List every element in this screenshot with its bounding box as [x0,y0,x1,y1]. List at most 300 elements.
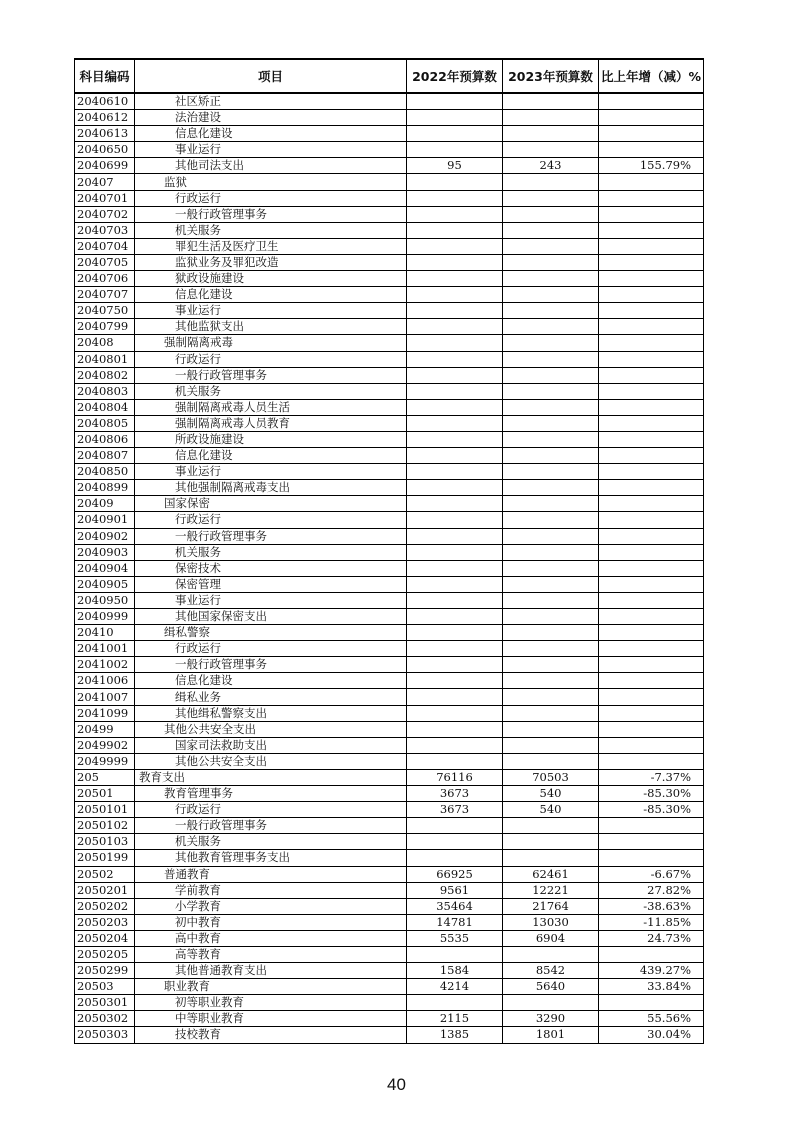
cell-code: 2050102 [75,818,135,834]
cell-2022-budget: 3673 [407,802,503,818]
table-row [75,592,704,608]
table-row [75,834,704,850]
cell-2022-budget [407,609,503,625]
table-row [75,1011,704,1027]
cell-item: 法治建设 [135,110,407,126]
cell-2022-budget: 3673 [407,786,503,802]
table-row [75,206,704,222]
cell-code: 20409 [75,496,135,512]
table-row [75,689,704,705]
cell-2023-budget: 1801 [503,1027,599,1043]
cell-2022-budget [407,254,503,270]
cell-change-percent [599,609,704,625]
table-row [75,963,704,979]
cell-change-percent [599,528,704,544]
cell-change-percent [599,705,704,721]
cell-change-percent [599,560,704,576]
cell-2023-budget [503,850,599,866]
cell-2023-budget [503,254,599,270]
cell-2022-budget: 14781 [407,914,503,930]
cell-change-percent [599,399,704,415]
cell-2023-budget [503,544,599,560]
cell-item: 事业运行 [135,303,407,319]
cell-2022-budget [407,850,503,866]
cell-change-percent: 30.04% [599,1027,704,1043]
cell-change-percent [599,174,704,190]
cell-change-percent [599,641,704,657]
cell-item: 高等教育 [135,946,407,962]
cell-change-percent: 24.73% [599,930,704,946]
cell-2022-budget [407,641,503,657]
cell-change-percent [599,238,704,254]
cell-item: 技校教育 [135,1027,407,1043]
cell-code: 2050205 [75,946,135,962]
cell-code: 2040701 [75,190,135,206]
table-row [75,464,704,480]
cell-item: 信息化建设 [135,126,407,142]
cell-2023-budget [503,657,599,673]
cell-item: 其他强制隔离戒毒支出 [135,480,407,496]
cell-item: 其他国家保密支出 [135,609,407,625]
table-row [75,721,704,737]
cell-code: 2050301 [75,995,135,1011]
table-row [75,448,704,464]
cell-code: 20499 [75,721,135,737]
table-row [75,93,704,110]
cell-2023-budget [503,625,599,641]
cell-item: 行政运行 [135,512,407,528]
cell-2022-budget [407,528,503,544]
cell-change-percent [599,206,704,222]
cell-2023-budget: 6904 [503,930,599,946]
table-row [75,576,704,592]
cell-2022-budget: 35464 [407,898,503,914]
cell-change-percent [599,625,704,641]
cell-change-percent: 439.27% [599,963,704,979]
table-row [75,769,704,785]
cell-2022-budget [407,496,503,512]
cell-2022-budget [407,737,503,753]
cell-2023-budget [503,383,599,399]
table-row [75,254,704,270]
table-row [75,431,704,447]
cell-code: 2040612 [75,110,135,126]
cell-change-percent [599,190,704,206]
cell-2023-budget [503,335,599,351]
cell-code: 2050199 [75,850,135,866]
table-row [75,544,704,560]
table-row [75,303,704,319]
table-row [75,625,704,641]
cell-item: 一般行政管理事务 [135,206,407,222]
cell-2023-budget: 21764 [503,898,599,914]
cell-change-percent [599,544,704,560]
cell-change-percent [599,464,704,480]
cell-code: 2041099 [75,705,135,721]
cell-change-percent [599,254,704,270]
cell-2023-budget [503,673,599,689]
cell-code: 20501 [75,786,135,802]
cell-item: 行政运行 [135,351,407,367]
cell-item: 国家保密 [135,496,407,512]
cell-2023-budget: 540 [503,802,599,818]
cell-code: 2040610 [75,93,135,110]
cell-2022-budget [407,399,503,415]
cell-item: 保密管理 [135,576,407,592]
cell-change-percent [599,673,704,689]
cell-2023-budget [503,946,599,962]
cell-2022-budget [407,319,503,335]
cell-code: 20407 [75,174,135,190]
cell-item: 其他监狱支出 [135,319,407,335]
cell-2022-budget [407,721,503,737]
cell-change-percent: 55.56% [599,1011,704,1027]
cell-code: 2041006 [75,673,135,689]
cell-2022-budget [407,351,503,367]
cell-code: 205 [75,769,135,785]
cell-item: 教育支出 [135,769,407,785]
cell-2022-budget [407,705,503,721]
header-change-percent: 比上年增（减）% [599,59,704,93]
cell-change-percent: -85.30% [599,802,704,818]
cell-2022-budget [407,512,503,528]
cell-code: 2050303 [75,1027,135,1043]
cell-change-percent: 33.84% [599,979,704,995]
table-row [75,158,704,174]
cell-item: 普通教育 [135,866,407,882]
cell-2022-budget: 5535 [407,930,503,946]
cell-2023-budget [503,641,599,657]
cell-code: 2040704 [75,238,135,254]
cell-2023-budget [503,190,599,206]
cell-2023-budget [503,319,599,335]
cell-2022-budget [407,222,503,238]
cell-code: 2040650 [75,142,135,158]
cell-change-percent [599,721,704,737]
table-row [75,737,704,753]
table-row [75,753,704,769]
cell-code: 2040905 [75,576,135,592]
table-row [75,673,704,689]
cell-change-percent [599,303,704,319]
cell-item: 罪犯生活及医疗卫生 [135,238,407,254]
cell-item: 信息化建设 [135,287,407,303]
cell-2023-budget [503,496,599,512]
cell-2022-budget [407,174,503,190]
cell-item: 一般行政管理事务 [135,528,407,544]
cell-2023-budget: 62461 [503,866,599,882]
cell-code: 2040904 [75,560,135,576]
cell-code: 2040803 [75,383,135,399]
table-row [75,351,704,367]
cell-item: 机关服务 [135,544,407,560]
cell-2023-budget [503,818,599,834]
cell-item: 一般行政管理事务 [135,367,407,383]
cell-change-percent [599,335,704,351]
cell-change-percent [599,850,704,866]
cell-2023-budget [503,222,599,238]
cell-2023-budget [503,303,599,319]
table-row [75,271,704,287]
cell-2023-budget [503,142,599,158]
cell-item: 国家司法救助支出 [135,737,407,753]
cell-change-percent [599,222,704,238]
table-row [75,560,704,576]
table-row [75,110,704,126]
cell-2022-budget [407,335,503,351]
cell-change-percent: 155.79% [599,158,704,174]
cell-item: 高中教育 [135,930,407,946]
table-row [75,898,704,914]
cell-code: 2040807 [75,448,135,464]
cell-change-percent [599,512,704,528]
cell-2022-budget: 76116 [407,769,503,785]
cell-item: 其他司法支出 [135,158,407,174]
cell-2022-budget [407,464,503,480]
cell-item: 监狱 [135,174,407,190]
cell-2023-budget [503,705,599,721]
budget-table [74,58,704,1044]
cell-2022-budget [407,238,503,254]
cell-2023-budget [503,351,599,367]
cell-2022-budget [407,287,503,303]
table-row [75,641,704,657]
cell-2022-budget [407,448,503,464]
cell-code: 2049902 [75,737,135,753]
table-row [75,946,704,962]
cell-change-percent [599,126,704,142]
cell-change-percent [599,818,704,834]
cell-item: 信息化建设 [135,673,407,689]
cell-change-percent: -85.30% [599,786,704,802]
cell-2022-budget: 95 [407,158,503,174]
cell-item: 职业教育 [135,979,407,995]
table-row [75,979,704,995]
cell-2023-budget [503,415,599,431]
cell-item: 小学教育 [135,898,407,914]
cell-item: 初中教育 [135,914,407,930]
cell-item: 行政运行 [135,641,407,657]
cell-code: 2040806 [75,431,135,447]
page-number: 40 [387,1075,406,1094]
cell-2022-budget [407,625,503,641]
cell-code: 2050201 [75,882,135,898]
cell-change-percent [599,480,704,496]
cell-item: 机关服务 [135,834,407,850]
cell-code: 2040706 [75,271,135,287]
table-row [75,415,704,431]
cell-2022-budget [407,753,503,769]
table-row [75,528,704,544]
cell-item: 机关服务 [135,222,407,238]
table-row [75,786,704,802]
cell-item: 行政运行 [135,802,407,818]
table-row [75,1027,704,1043]
cell-item: 事业运行 [135,142,407,158]
cell-code: 2050299 [75,963,135,979]
table-row [75,995,704,1011]
cell-change-percent: -38.63% [599,898,704,914]
table-row [75,335,704,351]
cell-2023-budget [503,93,599,110]
table-row [75,705,704,721]
table-row [75,818,704,834]
cell-2022-budget [407,834,503,850]
cell-2022-budget [407,367,503,383]
cell-2022-budget [407,673,503,689]
header-2022-budget: 2022年预算数 [407,59,503,93]
cell-2022-budget [407,142,503,158]
table-row [75,930,704,946]
cell-change-percent [599,448,704,464]
cell-code: 2040750 [75,303,135,319]
cell-change-percent [599,415,704,431]
table-row [75,914,704,930]
cell-2022-budget: 1584 [407,963,503,979]
cell-2022-budget [407,480,503,496]
cell-change-percent [599,367,704,383]
table-row [75,802,704,818]
cell-2023-budget [503,576,599,592]
cell-2023-budget: 540 [503,786,599,802]
cell-change-percent [599,657,704,673]
cell-2023-budget: 12221 [503,882,599,898]
cell-2023-budget [503,592,599,608]
cell-item: 信息化建设 [135,448,407,464]
cell-2023-budget [503,480,599,496]
cell-2023-budget: 8542 [503,963,599,979]
cell-item: 其他缉私警察支出 [135,705,407,721]
table-row [75,287,704,303]
cell-change-percent [599,592,704,608]
table-row [75,238,704,254]
cell-2023-budget [503,464,599,480]
table-row [75,882,704,898]
cell-2022-budget [407,592,503,608]
cell-2022-budget [407,657,503,673]
cell-2022-budget [407,93,503,110]
table-body [75,93,704,1043]
cell-2022-budget [407,576,503,592]
cell-item: 强制隔离戒毒 [135,335,407,351]
cell-2023-budget [503,609,599,625]
cell-2022-budget: 2115 [407,1011,503,1027]
cell-code: 2050204 [75,930,135,946]
table-row [75,383,704,399]
table-row [75,319,704,335]
cell-2022-budget [407,110,503,126]
cell-2022-budget [407,383,503,399]
cell-change-percent [599,496,704,512]
cell-change-percent [599,995,704,1011]
cell-2023-budget [503,287,599,303]
cell-2022-budget: 66925 [407,866,503,882]
cell-2023-budget [503,174,599,190]
cell-item: 事业运行 [135,464,407,480]
table-row [75,657,704,673]
cell-change-percent [599,689,704,705]
table-row [75,480,704,496]
cell-2022-budget [407,544,503,560]
cell-change-percent [599,383,704,399]
cell-code: 2040950 [75,592,135,608]
cell-code: 2050103 [75,834,135,850]
header-code: 科目编码 [75,59,135,93]
cell-2023-budget: 13030 [503,914,599,930]
cell-2022-budget: 4214 [407,979,503,995]
cell-code: 2040804 [75,399,135,415]
cell-item: 学前教育 [135,882,407,898]
cell-item: 监狱业务及罪犯改造 [135,254,407,270]
cell-2023-budget [503,753,599,769]
cell-code: 2040902 [75,528,135,544]
cell-2023-budget: 5640 [503,979,599,995]
cell-code: 2050202 [75,898,135,914]
cell-item: 保密技术 [135,560,407,576]
cell-2022-budget [407,206,503,222]
cell-item: 其他公共安全支出 [135,721,407,737]
cell-code: 2041007 [75,689,135,705]
cell-2022-budget [407,126,503,142]
cell-2023-budget [503,721,599,737]
cell-item: 强制隔离戒毒人员教育 [135,415,407,431]
cell-change-percent [599,753,704,769]
cell-2023-budget [503,271,599,287]
cell-code: 20408 [75,335,135,351]
cell-code: 2040705 [75,254,135,270]
cell-code: 2040850 [75,464,135,480]
cell-item: 行政运行 [135,190,407,206]
cell-item: 狱政设施建设 [135,271,407,287]
cell-2022-budget [407,995,503,1011]
cell-change-percent [599,834,704,850]
cell-2022-budget: 9561 [407,882,503,898]
cell-item: 缉私业务 [135,689,407,705]
table-row [75,850,704,866]
cell-change-percent: 27.82% [599,882,704,898]
cell-code: 2050302 [75,1011,135,1027]
cell-2023-budget: 70503 [503,769,599,785]
cell-2023-budget [503,512,599,528]
cell-code: 2040699 [75,158,135,174]
cell-2022-budget [407,190,503,206]
cell-2023-budget [503,689,599,705]
cell-item: 缉私警察 [135,625,407,641]
cell-item: 所政设施建设 [135,431,407,447]
cell-2022-budget [407,560,503,576]
cell-item: 教育管理事务 [135,786,407,802]
cell-code: 2040707 [75,287,135,303]
cell-2022-budget [407,946,503,962]
cell-change-percent: -11.85% [599,914,704,930]
cell-item: 其他公共安全支出 [135,753,407,769]
cell-code: 2040901 [75,512,135,528]
cell-code: 2050203 [75,914,135,930]
cell-item: 其他教育管理事务支出 [135,850,407,866]
cell-2022-budget [407,303,503,319]
cell-change-percent [599,93,704,110]
cell-change-percent [599,319,704,335]
cell-2022-budget [407,689,503,705]
cell-2022-budget [407,271,503,287]
cell-2023-budget [503,560,599,576]
cell-2022-budget [407,818,503,834]
table-row [75,222,704,238]
cell-change-percent [599,431,704,447]
cell-change-percent [599,142,704,158]
cell-code: 20502 [75,866,135,882]
cell-2023-budget [503,737,599,753]
